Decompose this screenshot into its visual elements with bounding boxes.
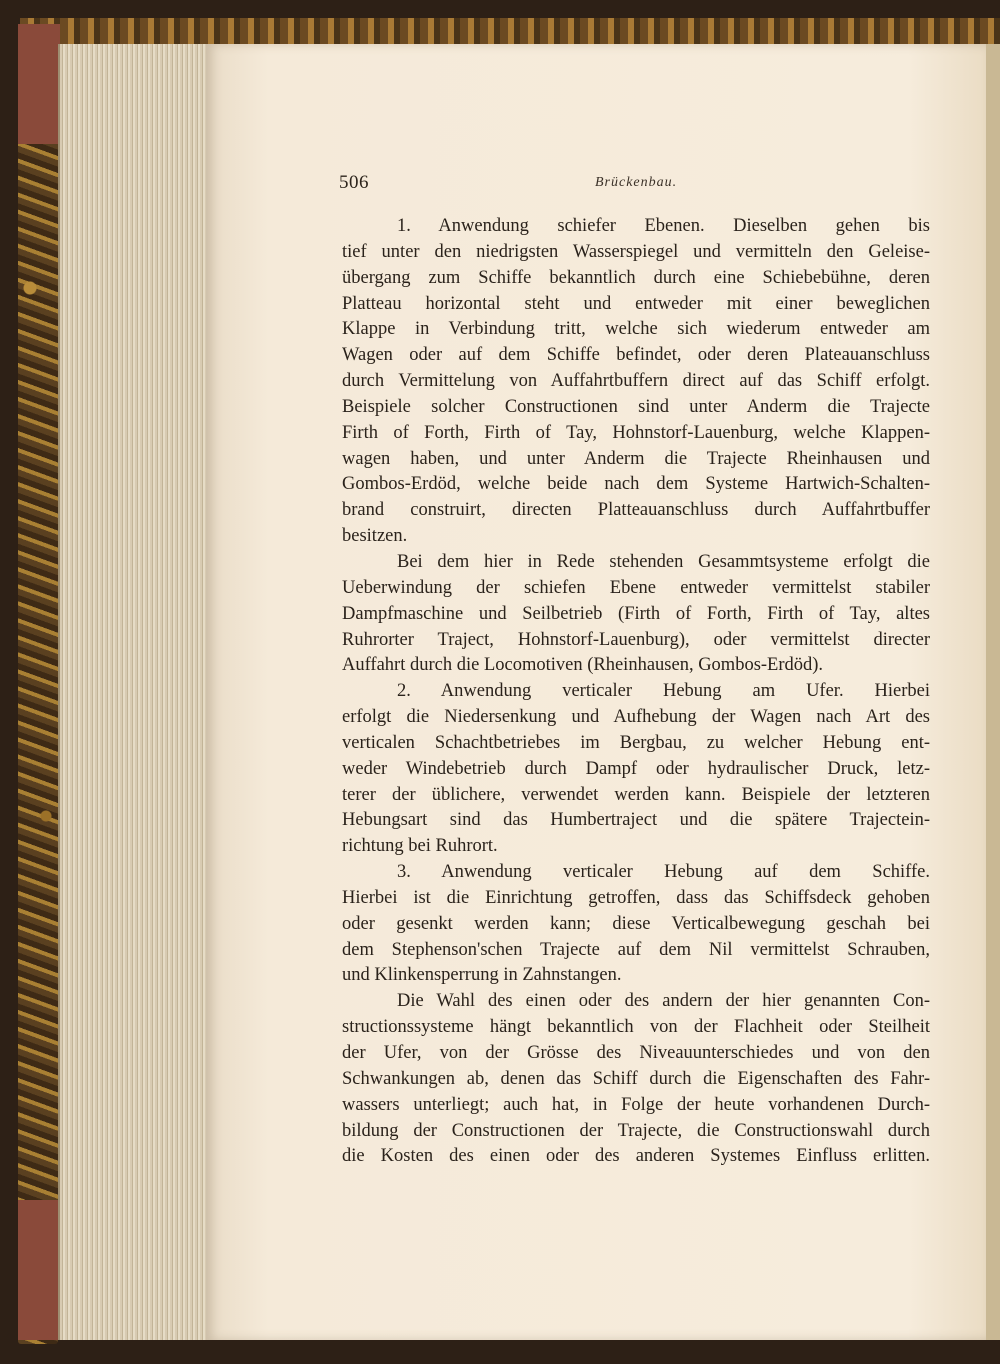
marbled-cover [18, 24, 58, 1344]
text-line: verticalen Schachtbetriebes im Bergbau, zu welcher Hebung ent- [342, 732, 930, 753]
text-line: erfolgt die Niedersenkung und Aufhebung der Wagen nach Art des [342, 707, 930, 728]
text-line: wagen haben, und unter Anderm die Trajecte Rheinhausen und [342, 448, 930, 469]
text-line: Hebungsart sind das Humbertraject und die spätere Trajectein- [342, 810, 930, 831]
text-line: weder Windebetrieb durch Dampf oder hydraulischer Druck, letz- [342, 758, 930, 779]
page-header [339, 172, 929, 198]
text-line: Schwankungen ab, denen das Schiff durch die Eigenschaften des Fahr- [342, 1068, 930, 1089]
page-edges [58, 44, 210, 1340]
text-line: durch Vermittelung von Auffahrtbuffern direct auf das Schiff erfolgt. [342, 371, 930, 392]
text-line: structionssysteme hängt bekanntlich von der Flachheit oder Steilheit [342, 1017, 930, 1038]
text-line: übergang zum Schiffe bekanntlich durch eine Schiebebühne, deren [342, 267, 930, 288]
text-line: Ueberwindung der schiefen Ebene entweder vermittelst stabiler [342, 577, 930, 598]
page-number: 506 [339, 172, 369, 193]
text-line: besitzen. [342, 526, 408, 547]
text-line: oder gesenkt werden kann; diese Verticalbewegung geschah bei [342, 913, 930, 934]
text-line: Wagen oder auf dem Schiffe befindet, oder deren Plateauanschluss [342, 345, 930, 366]
text-line: Hierbei ist die Einrichtung getroffen, dass das Schiffsdeck gehoben [342, 887, 930, 908]
body-text [342, 214, 930, 1170]
text-line: 1. Anwendung schiefer Ebenen. Dieselben gehen bis [397, 216, 930, 236]
text-line: 3. Anwendung verticaler Hebung auf dem Schiffe. [397, 862, 930, 883]
text-line: Firth of Forth, Firth of Tay, Hohnstorf-Lauenburg, welche Klappen- [342, 422, 930, 443]
text-line: Klappe in Verbindung tritt, welche sich wiederum entweder am [342, 319, 930, 340]
text-line: 2. Anwendung verticaler Hebung am Ufer. Hierbei [397, 681, 930, 702]
text-line: Gombos-Erdöd, welche beide nach dem Systeme Hartwich-Schalten- [342, 474, 930, 495]
page-gutter-right [986, 44, 1000, 1340]
text-line: brand construirt, directen Platteauanschluss durch Auffahrtbuffer [342, 500, 930, 521]
cover-corner-top [18, 24, 60, 144]
text-line: Ruhrorter Traject, Hohnstorf-Lauenburg), oder vermittelst directer [342, 629, 930, 650]
text-line: Auffahrt durch die Locomotiven (Rheinhausen, Gombos-Erdöd). [342, 655, 824, 676]
text-line: Bei dem hier in Rede stehenden Gesammtsysteme erfolgt die [397, 551, 930, 572]
running-head: Brückenbau. [595, 175, 678, 190]
text-line: terer der üblichere, verwendet werden kann. Beispiele der letzteren [342, 784, 930, 805]
text-line: Dampfmaschine und Seilbetrieb (Firth of Forth, Firth of Tay, altes [342, 603, 930, 624]
text-line: richtung bei Ruhrort. [342, 836, 498, 857]
text-line: bildung der Constructionen der Trajecte, die Constructionswahl durch [342, 1120, 930, 1141]
text-line: und Klinkensperrung in Zahnstangen. [342, 965, 622, 986]
cover-corner-bottom [18, 1200, 60, 1340]
text-line: die Kosten des einen oder des anderen Systemes Einfluss erlitten. [342, 1146, 930, 1167]
text-line: dem Stephenson'schen Trajecte auf dem Nil vermittelst Schrauben, [342, 939, 930, 960]
text-line: wassers unterliegt; auch hat, in Folge der heute vorhandenen Durch- [342, 1094, 930, 1115]
text-line: tief unter den niedrigsten Wasserspiegel und vermitteln den Geleise- [342, 241, 930, 262]
text-line: der Ufer, von der Grösse des Niveauunterschiedes und von den [342, 1043, 930, 1063]
text-line: Platteau horizontal steht und entweder mit einer beweglichen [342, 293, 930, 314]
text-line: Beispiele solcher Constructionen sind unter Anderm die Trajecte [342, 396, 930, 417]
text-line: Die Wahl des einen oder des andern der hier genannten Con- [397, 991, 930, 1012]
